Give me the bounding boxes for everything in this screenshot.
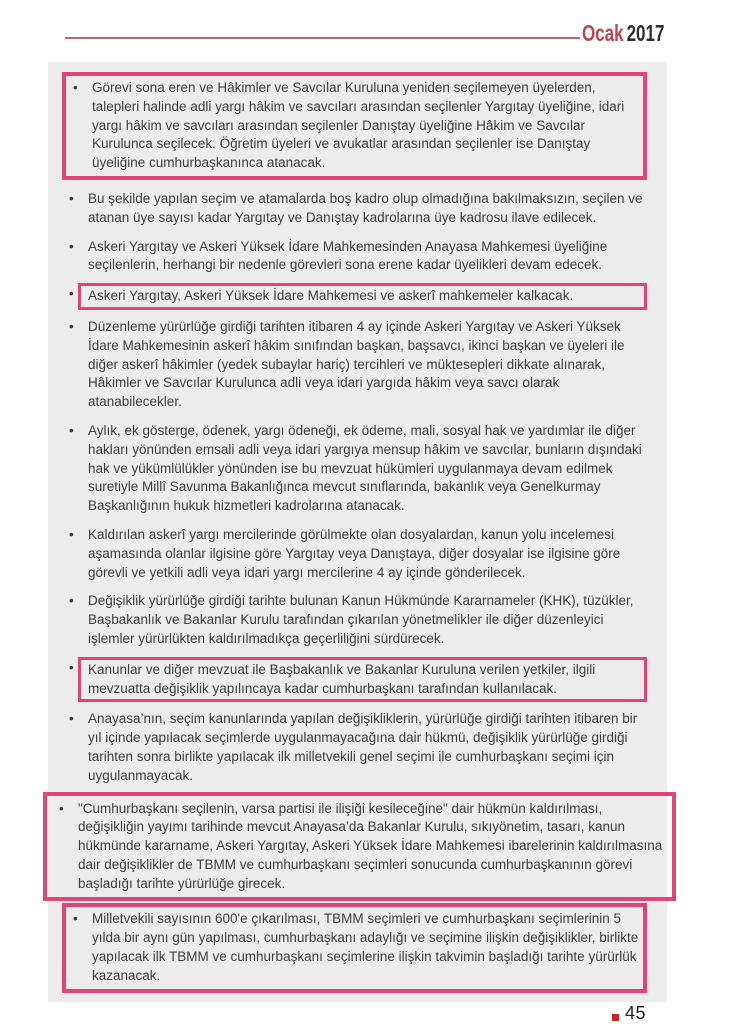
bullet-dot-icon: • — [69, 711, 74, 727]
bullet-dot-icon: • — [59, 800, 64, 816]
bullet-dot-icon: • — [69, 190, 74, 206]
header-title — [582, 22, 664, 45]
content-panel — [48, 62, 667, 1002]
bullet-dot-icon: • — [69, 286, 74, 302]
bullet-text: Anayasa’nın, seçim kanunlarında yapılan değişikliklerin, yürürlüğe girdiği tarihten itibaren bir yıl içinde yapılacak seçimlerde uygulanmayacağına dair hükmü, değişiklik yürürlüğe girdiği tarihten sonra birlikte yapılacak ilk milletvekili genel seçimi ile cumhurbaşkanı seçimi için uygulanmayacak. — [88, 711, 638, 783]
bullet-item — [62, 903, 647, 992]
bullet-text: Kaldırılan askerî yargı mercilerinde görülmekte olan dosyalardan, kanun yolu incelemesi aşamasında olanlar ilgisine göre Yargıtay veya Danıştaya, diğer dosyalar ise ilgisine göre görevli ve yetkili adli veya idari yargı mercilerine 4 ay içinde gönderilecek. — [88, 526, 621, 580]
bullet-dot-icon: • — [69, 422, 74, 438]
bullet-item — [62, 190, 647, 228]
page-number: 45 — [624, 1003, 646, 1023]
bullet-item — [62, 659, 647, 701]
header-rule — [65, 37, 580, 39]
bullet-item — [62, 318, 647, 412]
bullet-item — [62, 526, 647, 582]
bullet-item — [62, 285, 647, 308]
bullet-text: Düzenleme yürürlüğe girdiği tarihten itibaren 4 ay içinde Askeri Yargıtay ve Askeri Yüksek İdare Mahkemesinin askerî hâkim sınıfından başkan, başsavcı, ikinci başkan ve üyeleri ile diğer askerî hâkimler (yedek subaylar hariç) tercihleri ve müktesepleri dikkate alınarak, Hâkimler ve Savcılar Kurulunca adli veya idari yargıda hâkim veya savcı olarak atanabilecekler. — [88, 318, 625, 410]
bullet-text: Aylık, ek gösterge, ödenek, yargı ödeneği, ek ödeme, mali, sosyal hak ve yardımlar ile diğer hakları yönünden emsali adli veya idari yargıya mensup hâkim ve savcılar, bunların dışındaki hak ve yükümlülükler yönünden ise bu mevzuat hükümleri uygulanmaya devam edilmek suretiyle Millî Savunma Bakanlığınca mevcut sınıflarında, bakanlık veya Genelkurmay Başkanlığının hukuk hizmetleri kadrolarına atanacak. — [88, 422, 642, 514]
bullet-text: Kanunlar ve diğer mevzuat ile Başbakanlık ve Bakanlar Kuruluna verilen yetkiler, ilgili mevzuatta değişiklik yapılıncaya kadar cumhurbaşkanı tarafından kullanılacak. — [78, 657, 647, 703]
page-footer — [612, 1003, 646, 1024]
bullet-dot-icon: • — [73, 911, 78, 927]
bullet-text: Milletvekili sayısının 600'e çıkarılması, TBMM seçimleri ve cumhurbaşkanı seçimlerinin 5 yılda bir aynı gün yapılması, cumhurbaşkanı adaylığı ve seçimine ilişkin değişiklikler, birlikte yapılacak ilk TBMM ve cumhurbaşkanı seçimlerine ilişkin takvimin başladığı tarihte yürürlük kazanacak. — [92, 911, 639, 983]
bullet-list — [48, 72, 667, 993]
bullet-text: "Cumhurbaşkanı seçilenin, varsa partisi ile ilişiği kesileceğine" dair hükmün kaldırılması, değişikliğin yayımı tarihinde mevcut Anayasa’da Bakanlar Kurulu, sıkıyönetim, tasarı, kanun hükmünde kararname, Askeri Yargıtay, Askeri Yüksek İdare Mahkemesi ibarelerinin kaldırılmasına dair değişiklikler de TBMM ve cumhurbaşkanı seçimleri sonucunda cumhurbaşkanının görevi başladığı tarihte yürürlüğe girecek. — [78, 800, 663, 891]
bullet-dot-icon: • — [69, 318, 74, 334]
page-number-marker-icon — [612, 1014, 619, 1021]
bullet-dot-icon: • — [69, 593, 74, 609]
bullet-item — [43, 792, 676, 902]
bullet-item — [62, 592, 647, 648]
bullet-item — [62, 710, 647, 785]
header-year: 2017 — [626, 20, 664, 46]
bullet-text: Askeri Yargıtay ve Askeri Yüksek İdare Mahkemesinden Anayasa Mahkemesi üyeliğine seçilenlerin, herhangi bir nedenle görevleri sona erene kadar üyelikleri devam edecek. — [88, 238, 608, 273]
bullet-item — [62, 238, 647, 276]
bullet-item — [62, 422, 647, 516]
bullet-text: Askeri Yargıtay, Askeri Yüksek İdare Mahkemesi ve askerî mahkemeler kalkacak. — [78, 283, 647, 310]
bullet-item — [62, 72, 647, 180]
bullet-dot-icon: • — [69, 659, 74, 675]
bullet-text: Bu şekilde yapılan seçim ve atamalarda boş kadro olup olmadığına bakılmaksızın, seçilen ve atanan üye sayısı kadar Yargıtay ve Danıştay kadrolarına üye kadrosu ilave edilecek. — [88, 190, 643, 225]
bullet-dot-icon: • — [73, 80, 78, 95]
bullet-dot-icon: • — [69, 526, 74, 542]
bullet-text: Değişiklik yürürlüğe girdiği tarihte bulunan Kanun Hükmünde Kararnameler (KHK), tüzükler, Başbakanlık ve Bakanlar Kurulu tarafından çıkarılan yönetmelikler ile diğer düzenleyici işlemler yürürlükten kaldırılmadıkça geçerliliğini sürdürecek. — [88, 593, 634, 646]
header-month: Ocak — [581, 20, 624, 46]
bullet-text: Görevi sona eren ve Hâkimler ve Savcılar Kuruluna yeniden seçilemeyen üyelerden, talepleri halinde adli yargı hâkim ve savcıları arasından seçilenler Yargıtay üyeliğine, idari yargı hâkim ve savcıları arasından seçilenler Danıştay üyeliğine Hâkim ve Savcılar Kurulunca seçilecek. Öğretim üyeleri ve avukatlar arasından seçilenler ise Danıştay üyeliğine cumhurbaşkanınca atanacak. — [92, 80, 625, 171]
bullet-dot-icon: • — [69, 238, 74, 254]
